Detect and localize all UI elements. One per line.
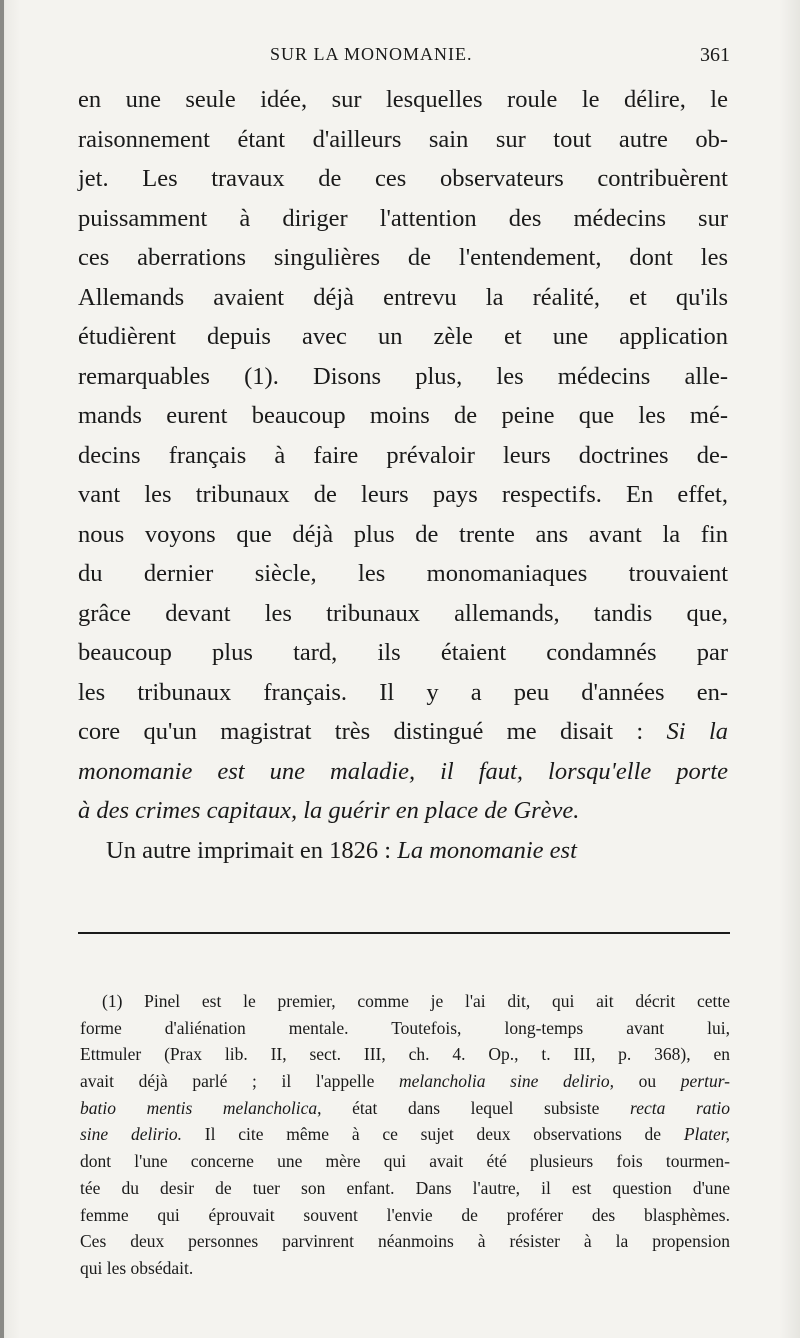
italic-quote-line: à des crimes capitaux, la guérir en place de Grève. [78, 797, 580, 824]
footnote-line [80, 1121, 730, 1148]
text-segment: core qu'un magistrat très distingué me disait : [78, 718, 644, 745]
text-line: jet. Les travaux de ces observateurs contribuèrent [78, 165, 728, 192]
text-line: puissamment à diriger l'attention des médecins sur [78, 204, 728, 232]
footnote-line [80, 1068, 730, 1095]
footnote-line [80, 1095, 730, 1122]
italic-term: pertur- [680, 1071, 730, 1092]
main-text [78, 80, 728, 870]
footnote-line: Ettmuler (Prax lib. II, sect. III, ch. 4. Op., t. III, p. 368), en [80, 1044, 730, 1065]
text-segment: Il cite même à ce sujet deux observations de [204, 1124, 662, 1145]
text-line: les tribunaux français. Il y a peu d'années en- [78, 678, 728, 706]
text-segment: avait déjà parlé ; il l'appelle [80, 1071, 375, 1092]
page-edge [0, 0, 4, 1338]
italic-quote-line: monomanie est une maladie, il faut, lorsqu'elle porte [78, 757, 728, 785]
footnote-line: dont l'une concerne une mère qui avait été plusieurs fois tourmen- [80, 1151, 730, 1172]
running-head: SUR LA MONOMANIE. [270, 44, 473, 64]
footnote-line: femme qui éprouvait souvent l'envie de proférer des blasphèmes. [80, 1204, 730, 1225]
paragraph-start-line [78, 831, 728, 871]
text-line: remarquables (1). Disons plus, les médecins alle- [78, 362, 728, 390]
page-header [80, 36, 730, 76]
page-number: 361 [700, 44, 730, 66]
text-line: mands eurent beaucoup moins de peine que les mé- [78, 402, 728, 429]
text-line: étudièrent depuis avec un zèle et une application [78, 323, 728, 350]
footnote-rule [78, 932, 730, 934]
footnote-line: qui les obsédait. [80, 1257, 194, 1278]
text-line: beaucoup plus tard, ils étaient condamnés par [78, 639, 728, 666]
footnote-line: (1) Pinel est le premier, comme je l'ai dit, qui ait décrit cette [102, 991, 730, 1011]
text-line: nous voyons que déjà plus de trente ans avant la fin [78, 520, 728, 548]
text-segment: ou [638, 1071, 657, 1092]
italic-term: melancholia sine delirio, [399, 1071, 615, 1092]
text-line: raisonnement étant d'ailleurs sain sur tout autre ob- [78, 125, 728, 153]
text-line: grâce devant les tribunaux allemands, tandis que, [78, 599, 728, 627]
italic-quote: Si la [666, 718, 729, 745]
text-line: Allemands avaient déjà entrevu la réalité, et qu'ils [78, 283, 728, 311]
footnote-line: forme d'aliénation mentale. Toutefois, long-temps avant lui, [80, 1017, 730, 1038]
footnote-line: Ces deux personnes parvinrent néanmoins à résister à la propension [80, 1231, 730, 1252]
text-line: decins français à faire prévaloir leurs doctrines de- [78, 441, 728, 469]
text-line: en une seule idée, sur lesquelles roule le délire, le [78, 86, 728, 113]
footnote [80, 988, 730, 1282]
italic-quote: La monomanie est [397, 836, 577, 864]
italic-term: batio mentis melancholica [80, 1097, 318, 1118]
italic-term: sine delirio. [80, 1124, 183, 1145]
text-line: ces aberrations singulières de l'entendement, dont les [78, 244, 728, 271]
text-line-with-quote [78, 712, 728, 752]
text-segment: Un autre imprimait en 1826 : [106, 836, 392, 864]
text-segment: , état dans lequel subsiste [317, 1097, 600, 1118]
footnote-line: tée du desir de tuer son enfant. Dans l'autre, il est question d'une [80, 1177, 730, 1198]
text-line: du dernier siècle, les monomaniaques trouvaient [78, 560, 728, 587]
text-line: vant les tribunaux de leurs pays respectifs. En effet, [78, 481, 728, 508]
italic-term: Plater, [683, 1124, 731, 1145]
italic-term: recta ratio [630, 1097, 730, 1118]
